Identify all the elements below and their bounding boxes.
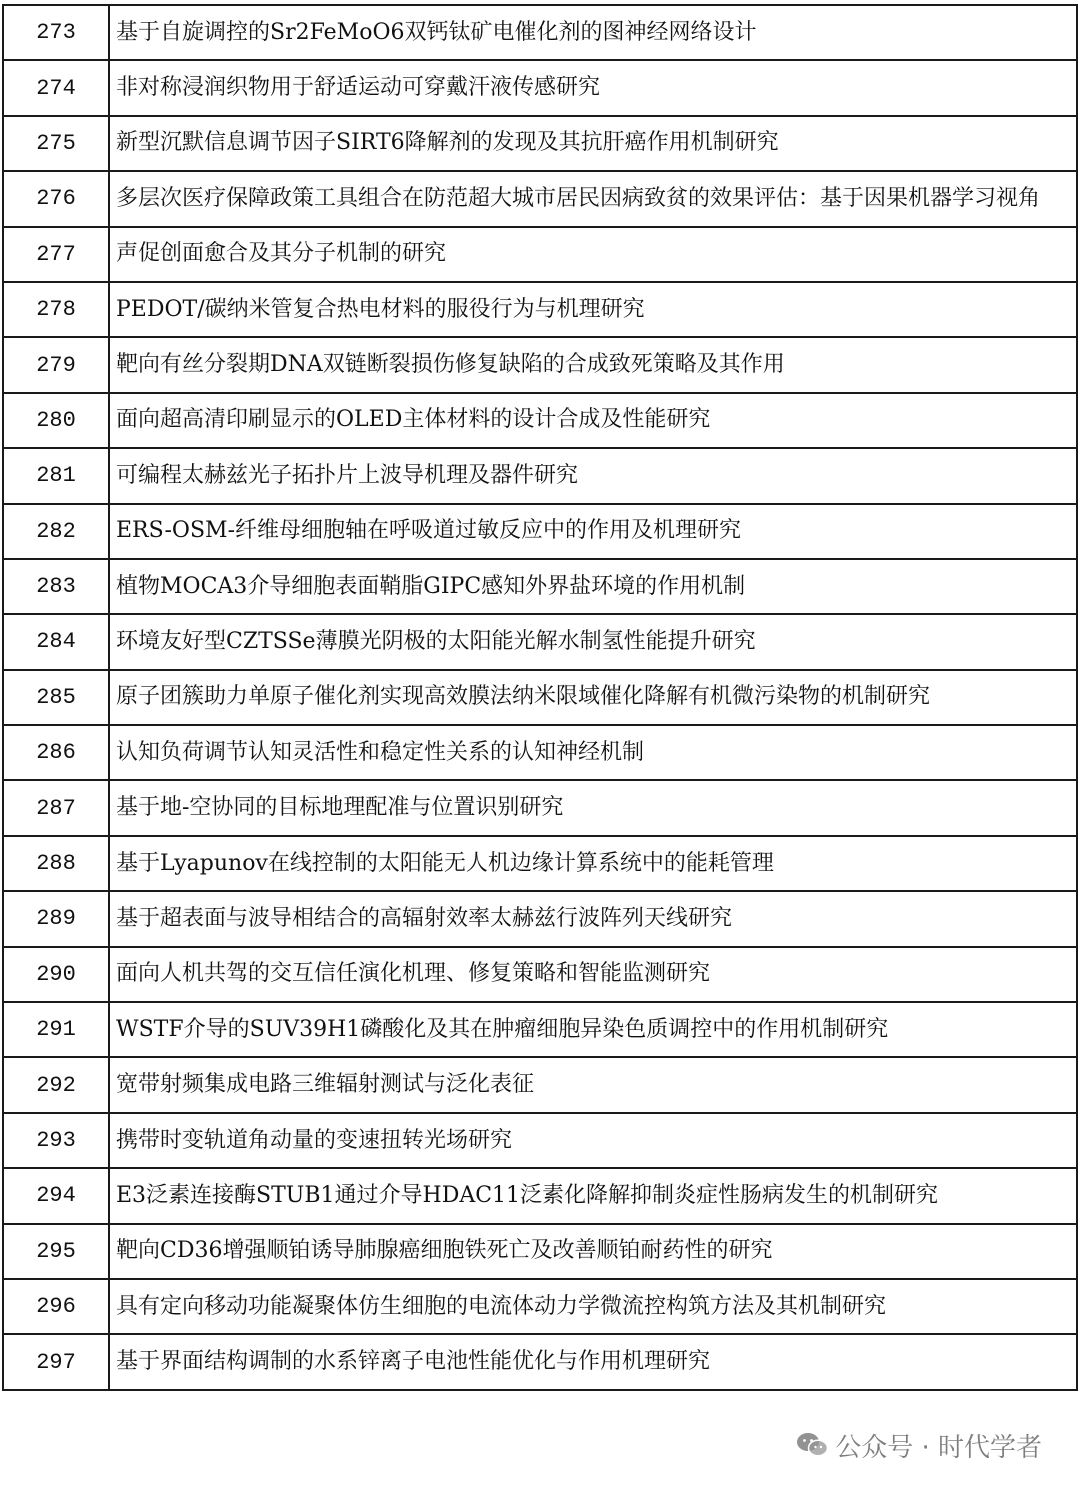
row-number: 274 [3,60,109,115]
table-row [3,227,1077,282]
row-number: 273 [3,5,109,60]
row-number: 281 [3,448,109,503]
table-row [3,504,1077,559]
table-row [3,670,1077,725]
wechat-icon [795,1431,829,1459]
table-row [3,1002,1077,1057]
row-number: 293 [3,1113,109,1168]
project-title: 宽带射频集成电路三维辐射测试与泛化表征 [109,1057,1077,1112]
row-number: 294 [3,1168,109,1223]
table-row [3,171,1077,226]
project-title: 基于Lyapunov在线控制的太阳能无人机边缘计算系统中的能耗管理 [109,836,1077,891]
project-title: E3泛素连接酶STUB1通过介导HDAC11泛素化降解抑制炎症性肠病发生的机制研究 [109,1168,1077,1223]
table-row [3,725,1077,780]
row-number: 283 [3,559,109,614]
project-title: 声促创面愈合及其分子机制的研究 [109,227,1077,282]
project-title: 面向超高清印刷显示的OLED主体材料的设计合成及性能研究 [109,393,1077,448]
project-title: 靶向CD36增强顺铂诱导肺腺癌细胞铁死亡及改善顺铂耐药性的研究 [109,1224,1077,1279]
table-row [3,1224,1077,1279]
row-number: 287 [3,780,109,835]
project-title: 植物MOCA3介导细胞表面鞘脂GIPC感知外界盐环境的作用机制 [109,559,1077,614]
row-number: 297 [3,1334,109,1389]
project-title: 基于界面结构调制的水系锌离子电池性能优化与作用机理研究 [109,1334,1077,1389]
row-number: 292 [3,1057,109,1112]
project-title: 原子团簇助力单原子催化剂实现高效膜法纳米限域催化降解有机微污染物的机制研究 [109,670,1077,725]
project-table-body [3,5,1077,1390]
table-row [3,1168,1077,1223]
table-row [3,337,1077,392]
row-number: 288 [3,836,109,891]
row-number: 279 [3,337,109,392]
row-number: 285 [3,670,109,725]
project-title: 认知负荷调节认知灵活性和稳定性关系的认知神经机制 [109,725,1077,780]
row-number: 284 [3,614,109,669]
table-row [3,614,1077,669]
row-number: 282 [3,504,109,559]
row-number: 276 [3,171,109,226]
row-number: 291 [3,1002,109,1057]
row-number: 289 [3,891,109,946]
project-title: 环境友好型CZTSSe薄膜光阴极的太阳能光解水制氢性能提升研究 [109,614,1077,669]
table-row [3,60,1077,115]
project-title: WSTF介导的SUV39H1磷酸化及其在肿瘤细胞异染色质调控中的作用机制研究 [109,1002,1077,1057]
table-row [3,5,1077,60]
table-row [3,1279,1077,1334]
project-title: 基于自旋调控的Sr2FeMoO6双钙钛矿电催化剂的图神经网络设计 [109,5,1077,60]
table-row [3,836,1077,891]
table-row [3,282,1077,337]
project-title: 多层次医疗保障政策工具组合在防范超大城市居民因病致贫的效果评估：基于因果机器学习视角 [109,171,1077,226]
row-number: 290 [3,947,109,1002]
project-title: 靶向有丝分裂期DNA双链断裂损伤修复缺陷的合成致死策略及其作用 [109,337,1077,392]
watermark-text: 公众号 · 时代学者 [835,1432,1042,1463]
row-number: 278 [3,282,109,337]
table-row [3,891,1077,946]
table-row [3,116,1077,171]
row-number: 286 [3,725,109,780]
project-title: 基于超表面与波导相结合的高辐射效率太赫兹行波阵列天线研究 [109,891,1077,946]
project-title: 携带时变轨道角动量的变速扭转光场研究 [109,1113,1077,1168]
row-number: 275 [3,116,109,171]
table-row [3,448,1077,503]
wechat-watermark [795,1428,1042,1462]
project-title: 基于地-空协同的目标地理配准与位置识别研究 [109,780,1077,835]
project-table [2,4,1078,1391]
table-row [3,1334,1077,1389]
project-title: 面向人机共驾的交互信任演化机理、修复策略和智能监测研究 [109,947,1077,1002]
row-number: 296 [3,1279,109,1334]
table-row [3,393,1077,448]
project-title: PEDOT/碳纳米管复合热电材料的服役行为与机理研究 [109,282,1077,337]
row-number: 295 [3,1224,109,1279]
table-row [3,947,1077,1002]
table-row [3,780,1077,835]
table-row [3,1113,1077,1168]
project-title: 非对称浸润织物用于舒适运动可穿戴汗液传感研究 [109,60,1077,115]
project-title: 可编程太赫兹光子拓扑片上波导机理及器件研究 [109,448,1077,503]
project-title: 具有定向移动功能凝聚体仿生细胞的电流体动力学微流控构筑方法及其机制研究 [109,1279,1077,1334]
row-number: 280 [3,393,109,448]
table-row [3,559,1077,614]
table-row [3,1057,1077,1112]
row-number: 277 [3,227,109,282]
project-title: ERS-OSM-纤维母细胞轴在呼吸道过敏反应中的作用及机理研究 [109,504,1077,559]
project-title: 新型沉默信息调节因子SIRT6降解剂的发现及其抗肝癌作用机制研究 [109,116,1077,171]
